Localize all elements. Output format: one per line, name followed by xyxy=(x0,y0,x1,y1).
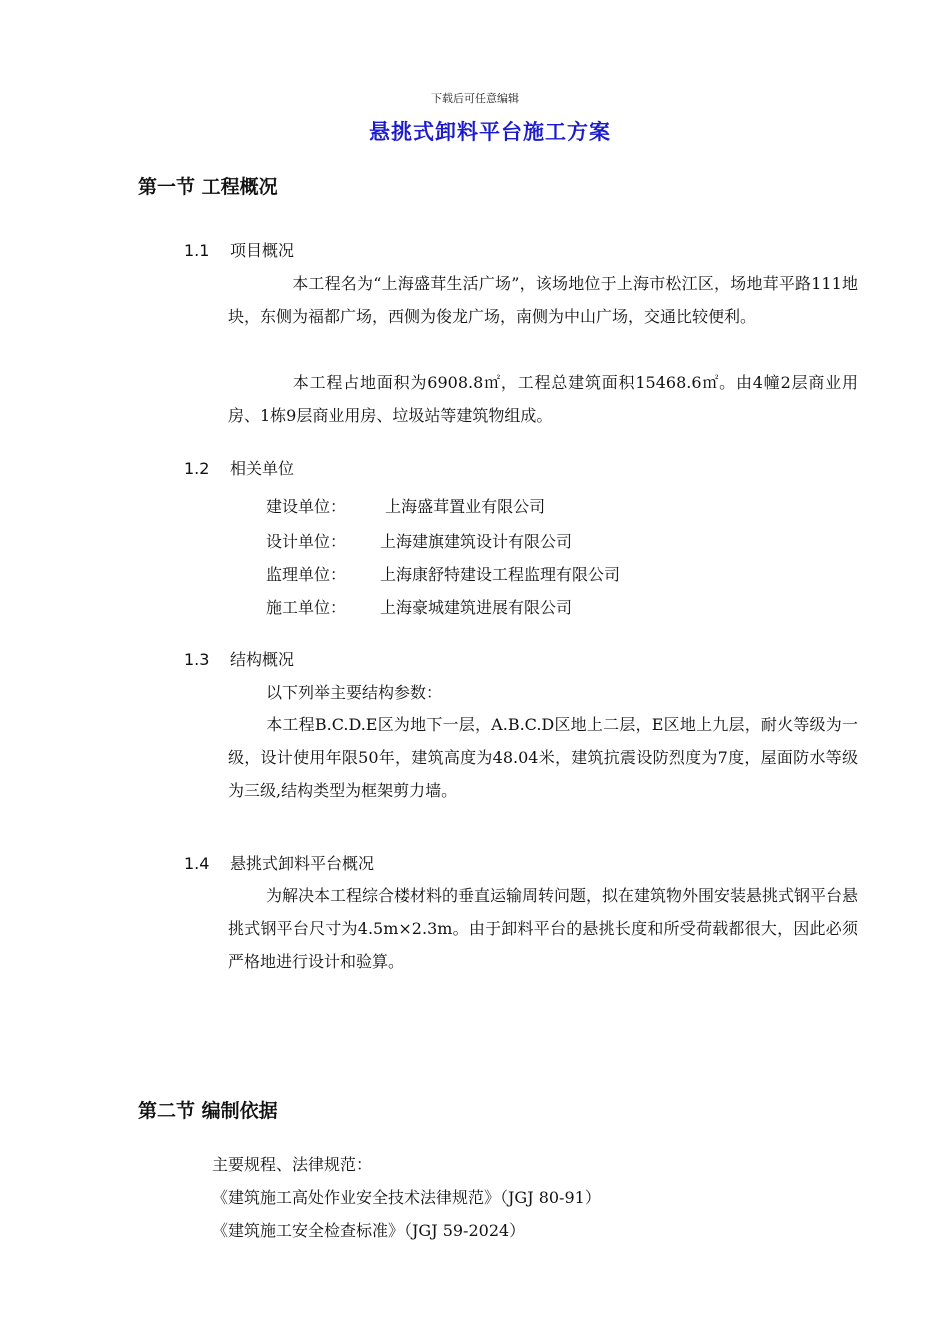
paragraph-project-overview-2: 本工程占地面积为6908.8㎡，工程总建筑面积15468.6㎡。由4幢2层商业用房、1栋9层商业用房、垃圾站等建筑物组成。 xyxy=(228,373,858,425)
unit-value: 上海康舒特建设工程监理有限公司 xyxy=(380,565,621,584)
references-intro: 主要规程、法律规范： xyxy=(212,1155,373,1174)
subsection-title: 相关单位 xyxy=(230,459,295,478)
subsection-number: 1.1 xyxy=(184,241,210,260)
unit-label: 建设单位： xyxy=(266,497,347,516)
subsection-title: 结构概况 xyxy=(230,650,295,669)
subsection-number: 1.2 xyxy=(184,459,210,478)
document-title: 悬挑式卸料平台施工方案 xyxy=(369,120,611,144)
subsection-number: 1.3 xyxy=(184,650,210,669)
subsection-heading-1-3 xyxy=(184,647,294,670)
subsection-title: 悬挑式卸料平台概况 xyxy=(230,854,375,873)
paragraph-platform-overview: 为解决本工程综合楼材料的垂直运输周转问题，拟在建筑物外围安装悬挑式钢平台悬挑式钢平台尺寸为4.5m×2.3m。由于卸料平台的悬挑长度和所受荷载都很大，因此必须严格地进行设计和验算。 xyxy=(228,886,859,971)
unit-label: 施工单位： xyxy=(266,598,347,617)
unit-value: 上海豪城建筑进展有限公司 xyxy=(380,598,573,617)
unit-row-construction xyxy=(266,494,545,517)
paragraph-project-overview-1: 本工程名为“上海盛茸生活广场”，该场地位于上海市松江区，场地茸平路111地块，东侧为福都广场，西侧为俊龙广场，南侧为中山广场，交通比较便利。 xyxy=(228,274,858,326)
unit-label: 监理单位： xyxy=(266,565,347,584)
structure-intro: 以下列举主要结构参数： xyxy=(266,683,443,702)
unit-label: 设计单位： xyxy=(266,532,347,551)
subsection-number: 1.4 xyxy=(184,854,210,873)
subsection-heading-1-1 xyxy=(184,238,294,261)
reference-item: 《建筑施工高处作业安全技术法律规范》（JGJ 80-91） xyxy=(212,1188,601,1207)
unit-value: 上海盛茸置业有限公司 xyxy=(380,497,546,516)
reference-item: 《建筑施工安全检查标准》（JGJ 59-2024） xyxy=(212,1221,526,1240)
header-note: 下载后可任意编辑 xyxy=(431,92,519,105)
unit-row-supervision xyxy=(266,562,620,585)
paragraph-structure: 本工程B.C.D.E区为地下一层，A.B.C.D区地上二层，E区地上九层，耐火等级为一级，设计使用年限50年，建筑高度为48.04米，建筑抗震设防烈度为7度，屋面防水等级为三级,结构类型为框架剪力墙。 xyxy=(228,715,858,800)
subsection-heading-1-4 xyxy=(184,851,374,874)
section-heading-2: 第二节 编制依据 xyxy=(138,1100,278,1122)
unit-row-design xyxy=(266,529,572,552)
section-heading-1: 第一节 工程概况 xyxy=(138,176,278,198)
unit-row-contractor xyxy=(266,595,572,618)
unit-value: 上海建旗建筑设计有限公司 xyxy=(380,532,573,551)
subsection-heading-1-2 xyxy=(184,456,294,479)
subsection-title: 项目概况 xyxy=(230,241,295,260)
